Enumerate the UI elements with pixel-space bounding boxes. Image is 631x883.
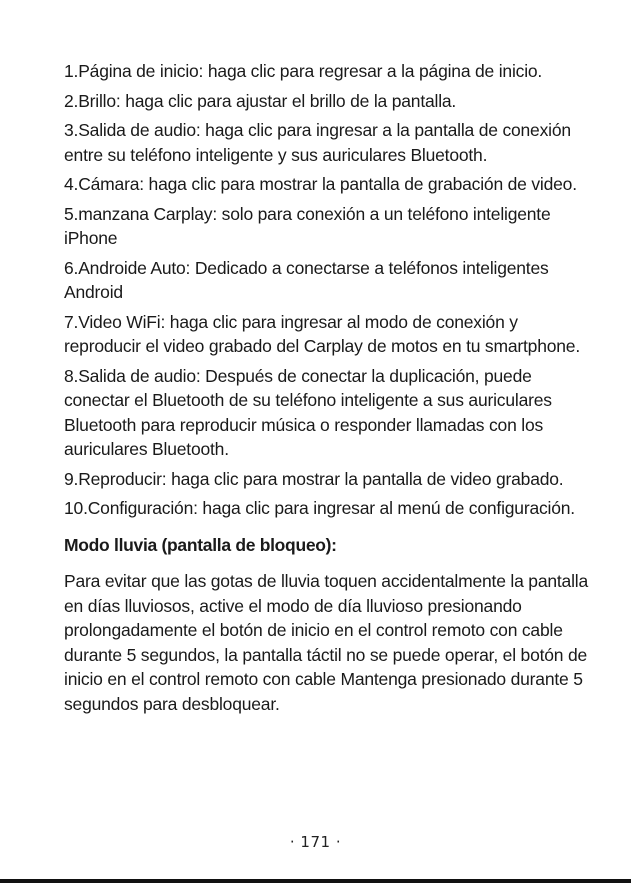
document-body <box>64 59 594 716</box>
page-number: · 171 · <box>289 833 342 851</box>
list-item-home: 1.Página de inicio: haga clic para regresar a la página de inicio. <box>64 61 543 81</box>
list-item-camera: 4.Cámara: haga clic para mostrar la pantalla de grabación de video. <box>64 174 577 194</box>
rain-mode-paragraph: Para evitar que las gotas de lluvia toquen accidentalmente la pantalla en días lluviosos, active el modo de día lluvioso presionando prolongadamente el botón de inicio en el control remoto con cable durante 5 segundos, la pantalla táctil no se puede operar, el botón de inicio en el control remoto con cable Mantenga presionado durante 5 segundos para desbloquear. <box>64 571 588 714</box>
list-item-brightness: 2.Brillo: haga clic para ajustar el brillo de la pantalla. <box>64 90 457 111</box>
list-item-carplay: 5.manzana Carplay: solo para conexión a un teléfono inteligente iPhone <box>64 203 551 248</box>
list-item-playback: 9.Reproducir: haga clic para mostrar la pantalla de video grabado. <box>64 468 564 489</box>
rain-mode-heading: Modo lluvia (pantalla de bloqueo): <box>64 534 337 555</box>
list-item-audio-output-bluetooth: 8.Salida de audio: Después de conectar la duplicación, puede conectar el Bluetooth de su teléfono inteligente a sus auriculares Bluetooth para reproducir música o responder llamadas con los auriculares Bluetooth. <box>64 365 552 459</box>
list-item-settings: 10.Configuración: haga clic para ingresar al menú de configuración. <box>64 498 575 518</box>
list-item-android-auto: 6.Androide Auto: Dedicado a conectarse a teléfonos inteligentes Android <box>64 257 549 302</box>
list-item-audio-output: 3.Salida de audio: haga clic para ingresar a la pantalla de conexión entre su teléfono inteligente y sus auriculares Bluetooth. <box>64 120 571 165</box>
list-item-video-wifi: 7.Video WiFi: haga clic para ingresar al modo de conexión y reproducir el video grabado del Carplay de motos en tu smartphone. <box>64 311 580 356</box>
bottom-rule <box>0 879 631 883</box>
